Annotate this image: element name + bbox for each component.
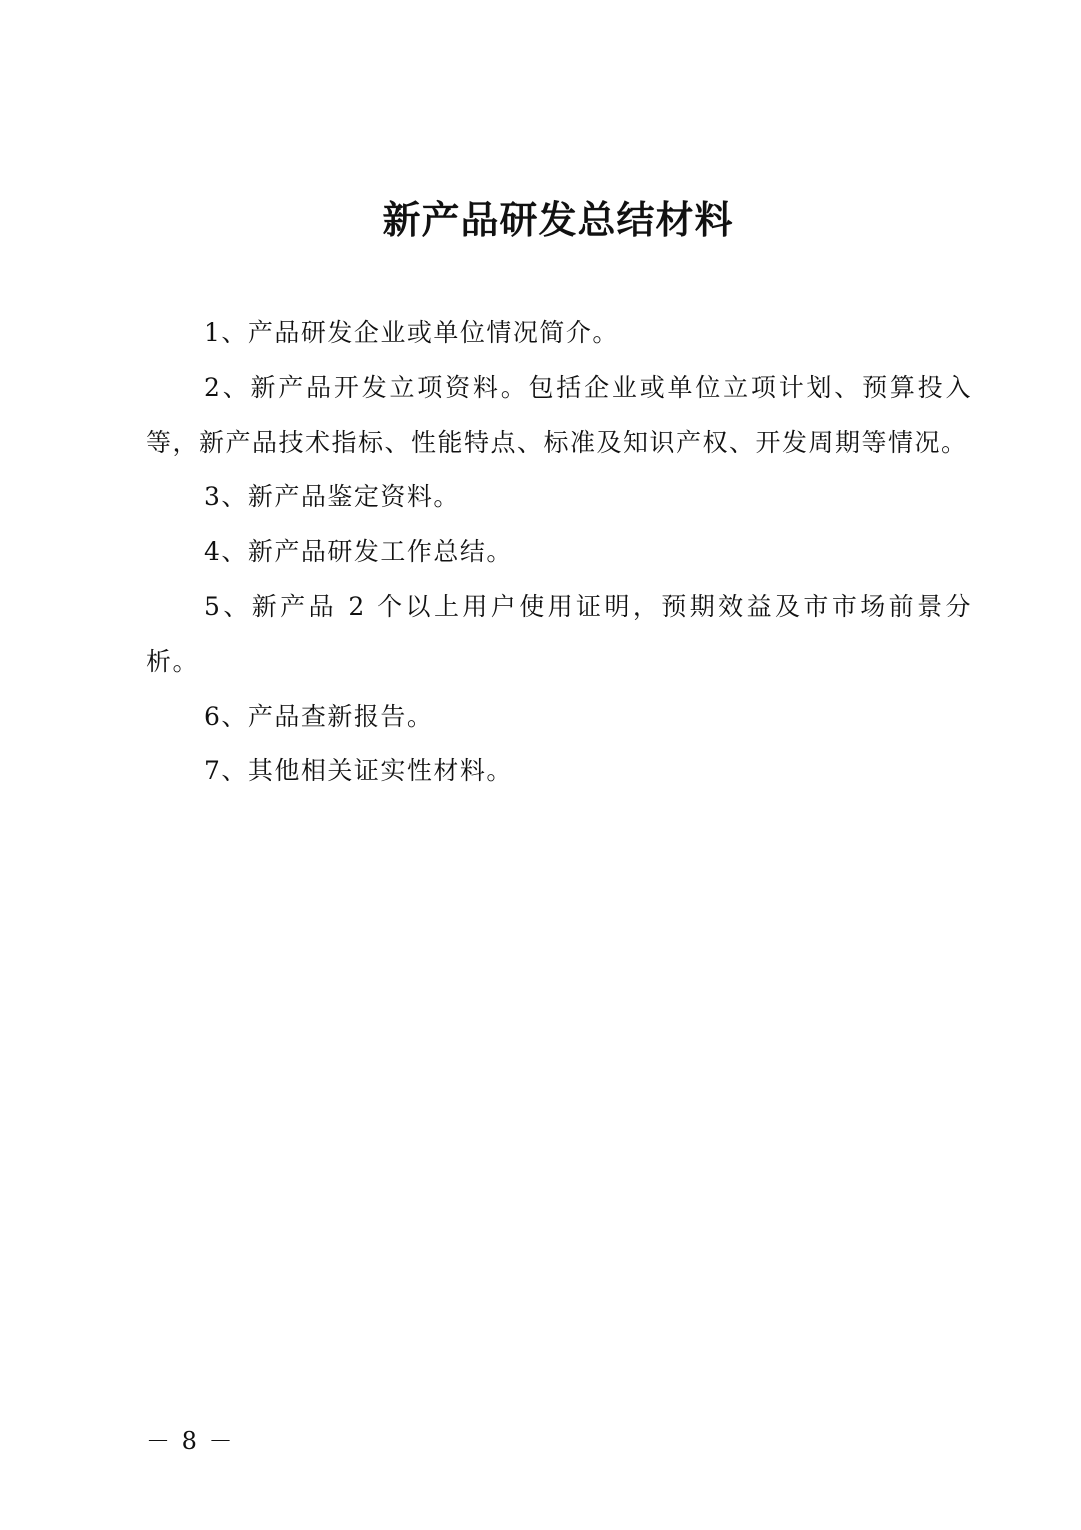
- document-title: 新产品研发总结材料: [382, 198, 734, 242]
- list-item: 6、产品查新报告。: [204, 701, 434, 731]
- document-body: [146, 306, 972, 799]
- list-item: 2、新产品开发立项资料。包括企业或单位立项计划、预算投入等，新产品技术指标、性能特点、标准及知识产权、开发周期等情况。: [146, 372, 972, 457]
- page-number: － 8 －: [146, 1427, 235, 1455]
- list-item: 7、其他相关证实性材料。: [204, 756, 513, 786]
- list-item: 3、新产品鉴定资料。: [204, 482, 460, 512]
- list-item: 1、产品研发企业或单位情况简介。: [204, 318, 619, 347]
- list-item: 4、新产品研发工作总结。: [204, 537, 513, 567]
- list-item: 5、新产品 2 个以上用户使用证明，预期效益及市市场前景分析。: [146, 591, 972, 676]
